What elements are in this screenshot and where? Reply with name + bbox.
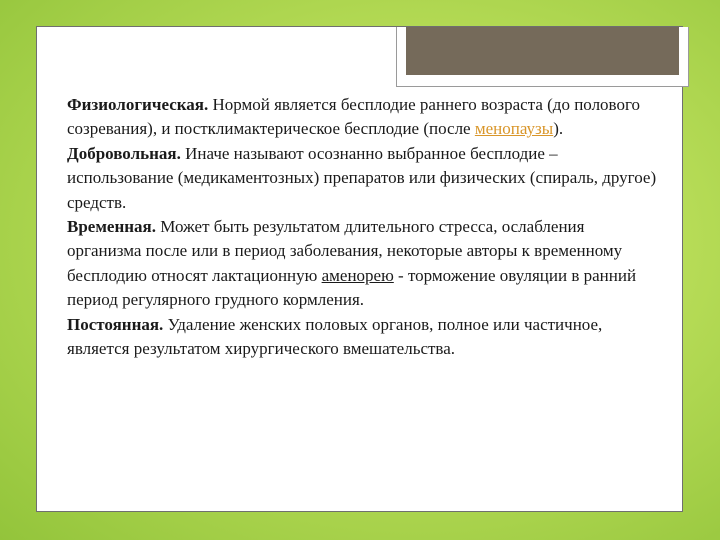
decorative-tab-block [406,27,679,75]
text-temporary-before: Может быть результатом длительного стресса, ослабления организма после или в период заболевания, некоторые авторы к временному бесплодию относят лактационную [67,217,623,285]
text-voluntary: Иначе называют осознанно выбранное бесплодие – использование (медикаментозных) препаратов или физических (спираль, другое) средств. [67,143,657,212]
slide-card [36,26,683,512]
heading-physiological: Физиологическая. [67,95,209,114]
paragraph-temporary [67,215,657,313]
slide-content [67,93,657,361]
heading-temporary: Временная. [67,217,157,237]
text-permanent: Удаление женских половых органов, полное или частичное, является результатом хирургического вмешательства. [67,314,603,359]
text-temporary-after: - торможение овуляции в ранний период регулярного грудного кормления. [67,265,637,310]
paragraph-physiological [67,93,657,142]
heading-permanent: Постоянная. [67,314,164,334]
decorative-tab [396,27,689,87]
text-physiological-after: ). [553,119,564,139]
paragraph-permanent [67,313,657,362]
text-physiological-before: Нормой является бесплодие раннего возраста (до полового созревания), и постклимактерическое бесплодие (после [67,95,641,139]
heading-voluntary: Добровольная. [67,143,181,163]
link-menopause[interactable]: менопаузы [474,119,554,139]
link-amenorrhea[interactable]: аменорею [321,265,394,285]
paragraph-voluntary [67,142,657,215]
